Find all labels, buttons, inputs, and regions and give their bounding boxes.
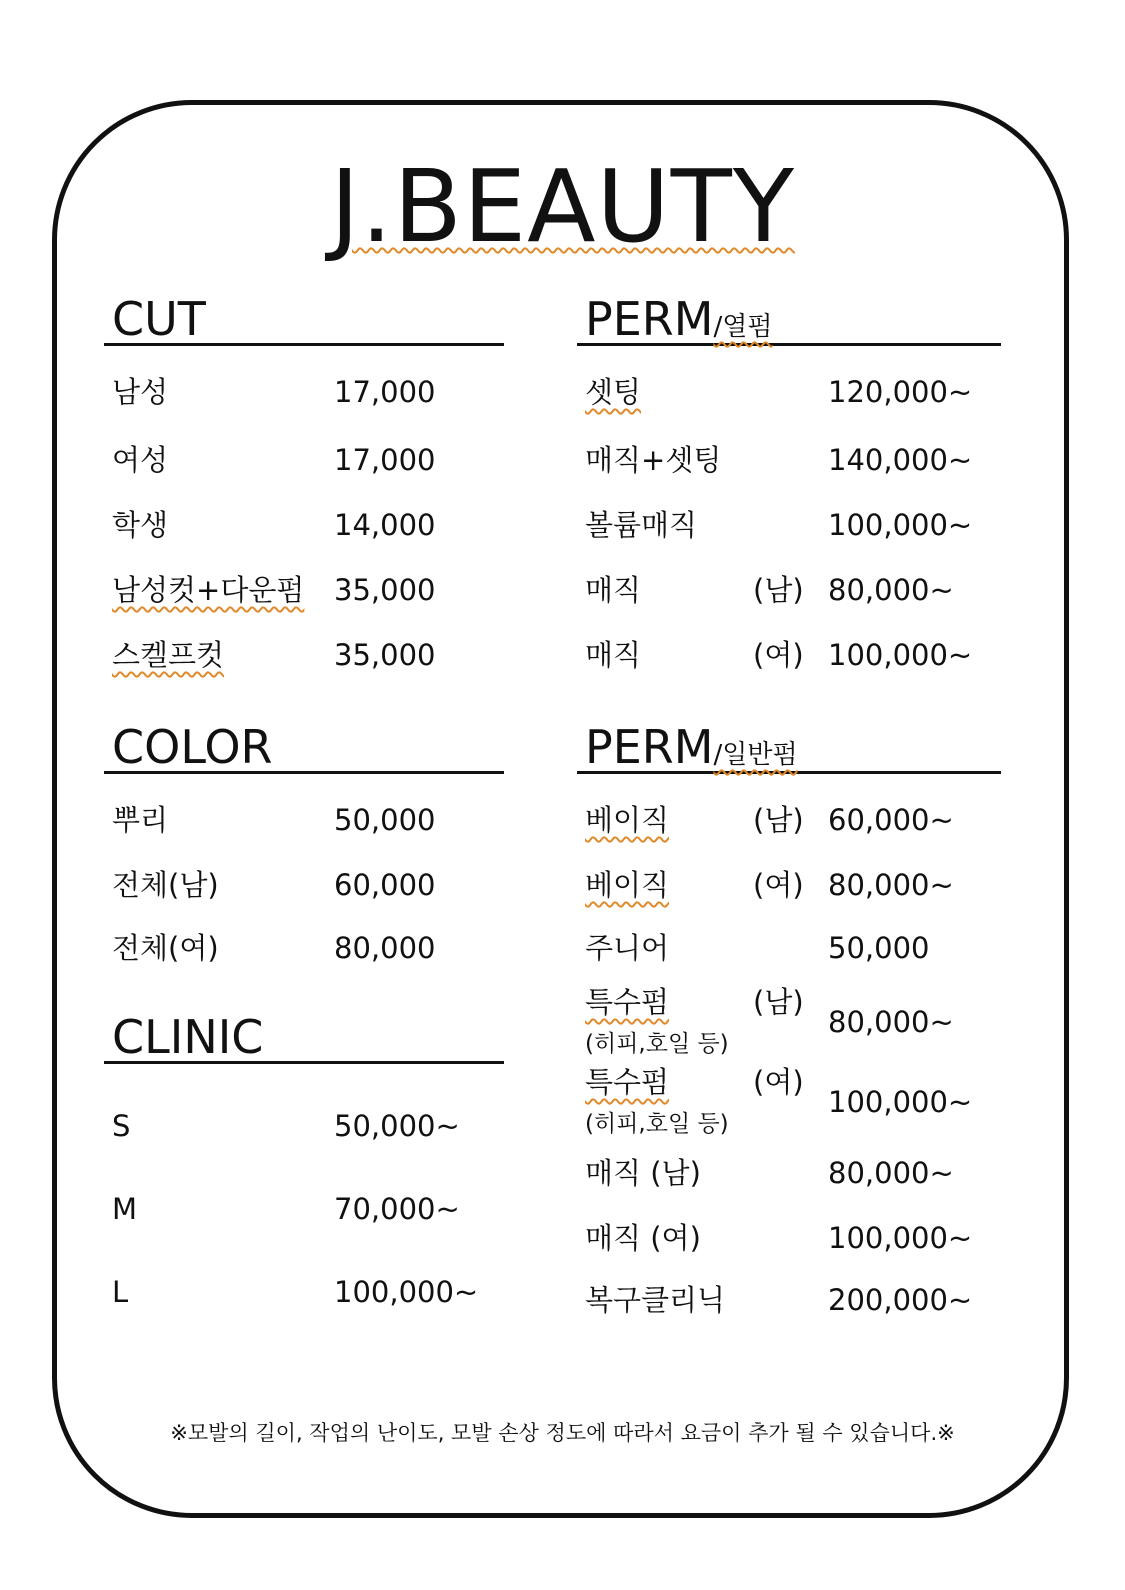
cut-item-price: 14,000 (334, 508, 436, 542)
perm-heat-item-price: 100,000~ (828, 638, 973, 672)
brand-title (0, 148, 1125, 265)
perm-basic-item-name: 매직 (남) (585, 1156, 701, 1190)
perm-basic-item-price: 80,000~ (828, 868, 954, 902)
perm-heat-item-sex: (여) (753, 638, 804, 672)
clinic-item-name: S (112, 1109, 131, 1143)
perm-basic-item-price: 100,000~ (828, 1085, 973, 1119)
perm-basic-item-sex: (여) (753, 1065, 804, 1099)
cut-item-name: 여성 (112, 443, 169, 477)
cut-heading (104, 292, 504, 346)
perm-basic-item-price: 80,000~ (828, 1156, 954, 1190)
perm-basic-item-price: 200,000~ (828, 1283, 973, 1317)
perm-basic-item-name: 베이직 (585, 803, 670, 837)
perm-basic-item-sex: (남) (753, 985, 804, 1019)
cut-item-name: 남성컷+다운펌 (112, 573, 305, 607)
perm-heat-item-name: 셋팅 (585, 375, 642, 409)
cut-item-price: 35,000 (334, 638, 436, 672)
perm-heat-item-price: 80,000~ (828, 573, 954, 607)
color-item-name: 전체(여) (112, 931, 219, 965)
perm-basic-item-note: (히피,호일 등) (585, 1031, 729, 1057)
perm-heat-item-price: 140,000~ (828, 443, 973, 477)
perm-basic-item-name: 복구클리닉 (585, 1283, 726, 1317)
cut-item-price: 17,000 (334, 375, 436, 409)
clinic-heading-text: CLINIC (112, 1010, 264, 1064)
clinic-heading (104, 1010, 504, 1064)
cut-item-price: 17,000 (334, 443, 436, 477)
perm-basic-item-sex: (남) (753, 803, 804, 837)
perm-basic-heading (577, 720, 1001, 774)
perm-basic-item-name: 특수펌 (585, 985, 670, 1019)
perm-basic-heading-sub: /일반펌 (713, 740, 798, 770)
perm-basic-heading-text: PERM (585, 720, 714, 774)
perm-heat-heading-text: PERM (585, 292, 714, 346)
cut-item-name: 학생 (112, 508, 169, 542)
color-item-price: 80,000 (334, 931, 436, 965)
perm-heat-heading (577, 292, 1001, 346)
perm-heat-item-sex: (남) (753, 573, 804, 607)
perm-basic-item-name: 매직 (여) (585, 1221, 701, 1255)
cut-item-name: 남성 (112, 375, 169, 409)
clinic-item-price: 50,000~ (334, 1109, 460, 1143)
color-item-name: 뿌리 (112, 803, 169, 837)
perm-basic-item-price: 50,000 (828, 931, 930, 965)
perm-basic-item-name: 특수펌 (585, 1065, 670, 1099)
perm-heat-item-name: 볼륨매직 (585, 508, 698, 542)
color-heading-text: COLOR (112, 720, 273, 774)
perm-heat-item-name: 매직 (585, 573, 642, 607)
color-item-price: 60,000 (334, 868, 436, 902)
perm-basic-item-note: (히피,호일 등) (585, 1111, 729, 1137)
brand-name: J.BEAUTY (330, 148, 795, 265)
clinic-item-name: L (112, 1275, 129, 1309)
perm-heat-item-name: 매직+셋팅 (585, 443, 722, 477)
cut-heading-text: CUT (112, 292, 206, 346)
perm-basic-item-price: 80,000~ (828, 1005, 954, 1039)
footer-note: ※모발의 길이, 작업의 난이도, 모발 손상 정도에 따라서 요금이 추가 될 수 있습니다.※ (170, 1421, 955, 1445)
perm-basic-item-price: 100,000~ (828, 1221, 973, 1255)
clinic-item-name: M (112, 1192, 138, 1226)
cut-item-price: 35,000 (334, 573, 436, 607)
color-item-name: 전체(남) (112, 868, 219, 902)
perm-heat-item-name: 매직 (585, 638, 642, 672)
perm-basic-item-name: 베이직 (585, 868, 670, 902)
perm-heat-item-price: 120,000~ (828, 375, 973, 409)
perm-heat-item-price: 100,000~ (828, 508, 973, 542)
color-item-price: 50,000 (334, 803, 436, 837)
perm-basic-item-sex: (여) (753, 868, 804, 902)
perm-basic-item-name: 주니어 (585, 931, 670, 965)
perm-heat-heading-sub: /열펌 (713, 312, 773, 342)
perm-basic-item-price: 60,000~ (828, 803, 954, 837)
color-heading (104, 720, 504, 774)
clinic-item-price: 100,000~ (334, 1275, 479, 1309)
clinic-item-price: 70,000~ (334, 1192, 460, 1226)
cut-item-name: 스켈프컷 (112, 638, 225, 672)
